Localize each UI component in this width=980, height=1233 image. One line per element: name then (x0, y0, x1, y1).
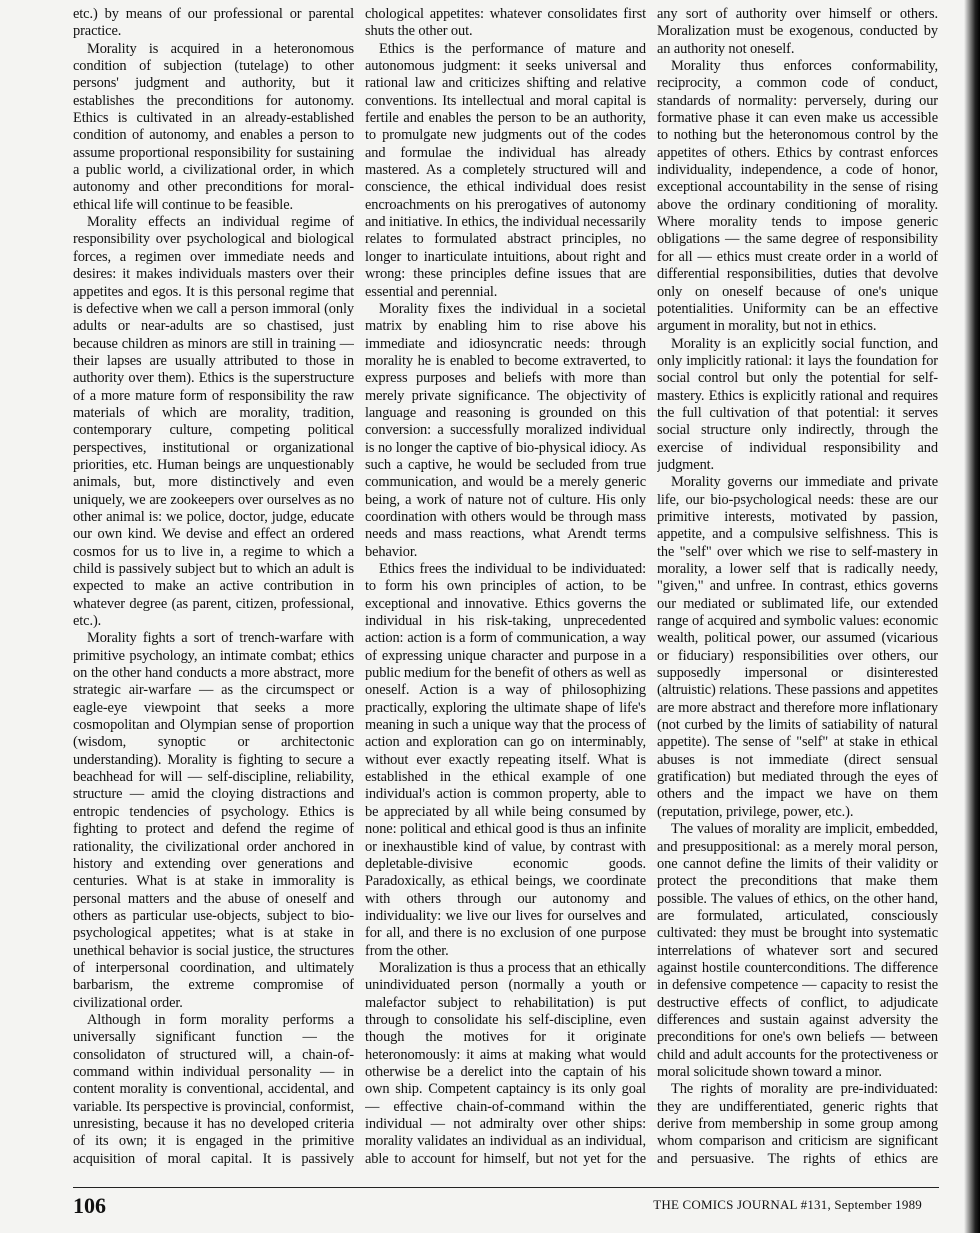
paragraph: Morality is acquired in a heteronomous condition of subjection (tutelage) to other persons' judgment and authority, but it establishes the preconditions for autonomy. Ethics is cultivated in an already-established condition of autonomy, and enables a person to assume proportional responsibility for sustaining a public world, a civilizational order, in which autonomy and other preconditions for moral-ethical life will continue to be feasible. (73, 40, 354, 213)
column-right (657, 6, 938, 1166)
paragraph: chological appetites: whatever consolidates first shuts the other out. (365, 6, 646, 40)
column-middle (365, 6, 646, 1166)
paragraph: etc.) by means of our professional or parental practice. (73, 6, 354, 40)
paragraph: The values of morality are implicit, embedded, and presuppositional: as a merely moral person, one cannot define the limits of their validity or protect the preconditions that make them possible. The values of ethics, on the other hand, are formulated, articulated, consciously cultivated: they must be brought into systematic interrelations of whatever sort and secured against hostile counterconditions. The difference in defensive competence — capacity to resist the destructive effects of conflict, to adjudicate differences and sustain against adversity the preconditions for one's own beliefs — between child and adult accounts for the protectiveness or moral solicitude shown toward a minor. (657, 821, 938, 1080)
paragraph: Ethics is the performance of mature and autonomous judgment: it seeks universal and rational law and criticizes shifting and relative conventions. Its intellectual and moral capital is fertile and enables the person to be an authority, to promulgate new judgments out of the codes and formulae the individual has already mastered. As a completely structured will and conscience, the ethical individual does resist encroachments on his prerogatives of autonomy and initiative. In ethics, the individual necessarily relates to formulated abstract principles, no longer to inarticulate intuitions, about right and wrong: these principles define issues that are essential and perennial. (365, 40, 646, 300)
article-body (73, 6, 939, 1166)
paragraph: Ethics frees the individual to be individuated: to form his own principles of action, to be exceptional and innovative. Ethics governs the individual in his risk-taking, unprecedented action: action is a form of communication, a way of expressing unique character and purpose in a public medium for the benefit of others as well as oneself. Action is a way of philosophizing practically, exploring the ultimate shape of life's meaning in such a unique way that the process of action and exploration can go on interminably, without ever exactly repeating itself. What is established in the ethical example of one individual's action is common property, able to be appreciated by all while being consumed by none: political and ethical good is thus an infinite or inexhaustible kind of value, by contrast with depletable-divisive economic goods. Paradoxically, as ethical beings, we coordinate with others through our autonomy and individuality: we live our lives for ourselves and for all, and there is no exclusion of one purpose from the other. (365, 561, 646, 959)
column-left (73, 6, 354, 1166)
paragraph: Morality fixes the individual in a societal matrix by enabling him to rise above his immediate and idiosyncratic needs: through morality he is enabled to become extraverted, to express purposes and beliefs with more than merely private significance. The objectivity of language and reasoning is grounded on this conversion: a successfully moralized individual is no longer the captive of bio-physical idiocy. As such a captive, he would be secluded from true communication, and would be a merely generic being, a work of nature not of culture. His only coordination with others would be through mass needs and mass reactions, what Arendt terms behavior. (365, 300, 646, 560)
paragraph: Moralization is thus a process that an ethically unindividuated person (normally a youth or malefactor subject to rehabilitation) is put through to consolidate his self-discipline, even though the motives for it originate heteronomously: it aims at making what would otherwise be a derelict into the captain of his own ship. Competent captaincy is its only goal — effective chain-of-command within the individual — not admiralty over other ships: morality validates an individual as an individual, able to account for himself, but not yet for the (365, 959, 646, 1166)
paragraph: Morality thus enforces conformability, reciprocity, a common code of conduct, standards of normality: perversely, during our formative phase it can even make us accessible to nothing but the heteronomous control by the appetites of others. Ethics by contrast enforces individuality, independence, a code of honor, exceptional accountability in the sense of rising above the ordinary conditioning of morality. Where morality tends to impose generic obligations — the same degree of responsibility for all — ethics must create order in a world of differential responsibilities, duties that devolve only on oneself because of one's unique potentialities. Uniformity can be an effective argument in morality, but not in ethics. (657, 58, 938, 335)
paragraph: any sort of authority over himself or others. Moralization must be exogenous, conducted by an authority not oneself. (657, 6, 938, 57)
page-edge-shadow (964, 0, 980, 1233)
paragraph: The rights of morality are pre-individuated: they are undifferentiated, generic rights that derive from membership in some group among whom comparison and criticism are significant and persuasive. The rights of ethics are (657, 1081, 938, 1166)
page-number: 106 (73, 1193, 106, 1218)
paragraph: Although in form morality performs a universally significant function — the consolidaton of structured will, a chain-of-command within individual personality — in content morality is conventional, accidental, and variable. Its perspective is provincial, conformist, unresisting, because it has no developed criteria of its own; it is engaged in the primitive acquisition of moral capital. It is passively (73, 1011, 354, 1166)
paragraph: Morality governs our immediate and private life, our bio-psychological needs: these are our primitive interests, motivated by passion, appetite, and a compulsive selfishness. This is the "self" over which we rise to self-mastery in morality, a lower self that is radically needy, "given," and unfree. In contrast, ethics governs our mediated or sublimated life, our extended range of acquired and symbolic values: economic wealth, political power, our assumed (vicarious or fiduciary) responsibilities over others, our supposedly impersonal or disinterested (altruistic) relations. These passions and appetites are more abstract and therefore more inflationary (not curbed by the limits of satiability of natural appetite). The sense of "self" at stake in ethical abuses is not immediate (direct sensual gratification) but mediated through the eyes of others and the impact we have on them (reputation, privilege, power, etc.). (657, 474, 938, 820)
paragraph: Morality is an explicitly social function, and only implicitly rational: it lays the foundation for social control but only the potential for self-mastery. Ethics is explicitly rational and requires the full cultivation of that potential: it serves social structure only indirectly, through the exercise of individual responsibility and judgment. (657, 335, 938, 473)
paragraph: Morality effects an individual regime of responsibility over psychological and biological forces, a regimen over immediate needs and desires: it makes individuals masters over their appetites and egos. It is this personal regime that is defective when we call a person immoral (only adults or near-adults are so chastised, just because children as minors are still in training — their lapses are usually attributed to those in authority over them). Ethics is the superstructure of a more mature form of responsibility the raw materials of which are morality, tradition, contemporary culture, competing political perspectives, institutional or organizational priorities, etc. Human beings are unquestionably animals, but, more distinctively and even uniquely, we are zookeepers over ourselves as no other animal is: we police, doctor, judge, educate our own kind. We devise and effect an ordered cosmos for us to live in, a regime to which a child is passively subject but to which an adult is expected to make an active contribution in whatever degree (as parent, citizen, professional, etc.). (73, 214, 354, 630)
publication-footer: THE COMICS JOURNAL #131, September 1989 (653, 1197, 922, 1212)
footer-divider (73, 1187, 939, 1188)
paragraph: Morality fights a sort of trench-warfare with primitive psychology, an intimate combat; ethics on the other hand conducts a more abstract, more strategic air-warfare — as the circumspect or eagle-eye viewpoint that seeks a more cosmopolitan and Olympian sense of proportion (wisdom, synoptic or architectonic understanding). Morality is fighting to secure a beachhead for will — self-discipline, reliability, structure — amid the cloying distractions and entropic tendencies of psychology. Ethics is fighting to protect and defend the regime of rationality, the civilizational order anchored in history and extending over generations and centuries. What is at stake in immorality is personal matters and the abuse of oneself and others as particular use-objects, subject to bio-psychological appetites; what is at stake in unethical behavior is social justice, the structures of interpersonal coordination, and ultimately barbarism, the extreme compromise of civilizational order. (73, 630, 354, 1011)
